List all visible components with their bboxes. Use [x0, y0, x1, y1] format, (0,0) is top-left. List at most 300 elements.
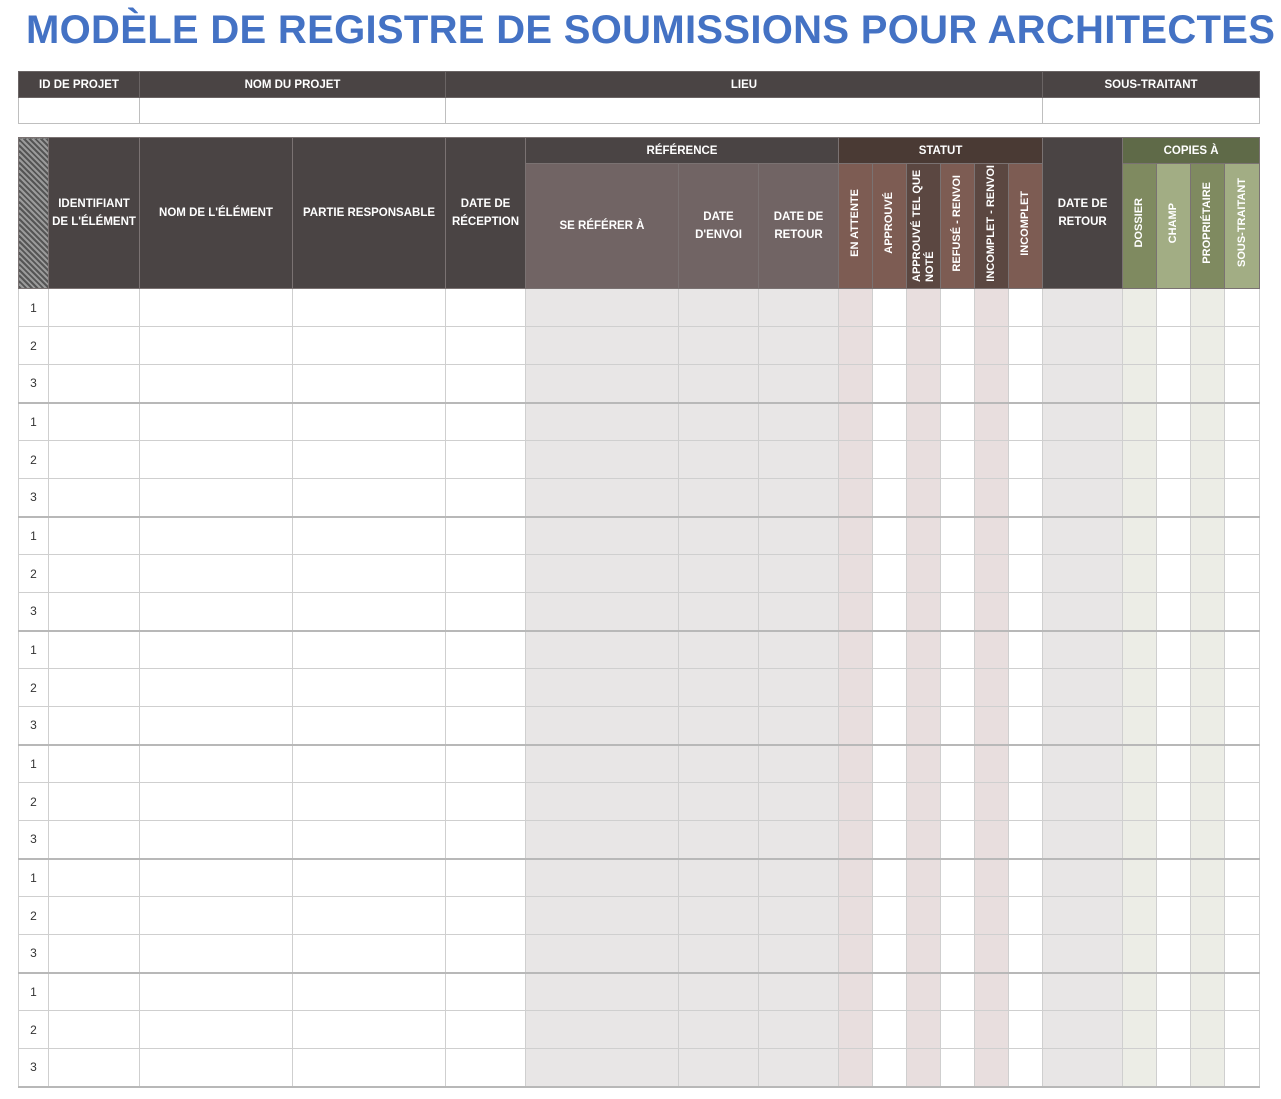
date-sent-cell[interactable] [679, 973, 759, 1011]
pending-cell[interactable] [839, 555, 873, 593]
refer-to-cell[interactable] [526, 289, 679, 327]
copies-field-cell[interactable] [1157, 783, 1191, 821]
incomplete-cell[interactable] [1009, 289, 1043, 327]
incomplete-cell[interactable] [1009, 631, 1043, 669]
refer-to-cell[interactable] [526, 441, 679, 479]
item-name-cell[interactable] [140, 669, 293, 707]
copies-field-cell[interactable] [1157, 821, 1191, 859]
pending-cell[interactable] [839, 935, 873, 973]
rejected-resubmit-cell[interactable] [941, 973, 975, 1011]
date-return-ref-cell[interactable] [759, 517, 839, 555]
copies-owner-cell[interactable] [1191, 365, 1225, 403]
date-received-cell[interactable] [446, 707, 526, 745]
item-name-cell[interactable] [140, 555, 293, 593]
responsible-cell[interactable] [293, 821, 446, 859]
date-sent-cell[interactable] [679, 365, 759, 403]
date-return-ref-cell[interactable] [759, 935, 839, 973]
item-id-cell[interactable] [49, 1049, 140, 1087]
item-name-cell[interactable] [140, 859, 293, 897]
date-return-cell[interactable] [1043, 441, 1123, 479]
copies-field-cell[interactable] [1157, 973, 1191, 1011]
rejected-resubmit-cell[interactable] [941, 479, 975, 517]
rejected-resubmit-cell[interactable] [941, 631, 975, 669]
incomplete-resubmit-cell[interactable] [975, 593, 1009, 631]
item-id-cell[interactable] [49, 669, 140, 707]
date-sent-cell[interactable] [679, 745, 759, 783]
copies-file-cell[interactable] [1123, 669, 1157, 707]
refer-to-cell[interactable] [526, 897, 679, 935]
pending-cell[interactable] [839, 289, 873, 327]
pending-cell[interactable] [839, 707, 873, 745]
item-name-cell[interactable] [140, 327, 293, 365]
date-return-cell[interactable] [1043, 707, 1123, 745]
copies-owner-cell[interactable] [1191, 631, 1225, 669]
date-return-ref-cell[interactable] [759, 783, 839, 821]
pending-cell[interactable] [839, 859, 873, 897]
approved-cell[interactable] [873, 973, 907, 1011]
approved-as-noted-cell[interactable] [907, 365, 941, 403]
date-return-ref-cell[interactable] [759, 365, 839, 403]
incomplete-cell[interactable] [1009, 441, 1043, 479]
responsible-cell[interactable] [293, 327, 446, 365]
refer-to-cell[interactable] [526, 555, 679, 593]
approved-as-noted-cell[interactable] [907, 783, 941, 821]
rejected-resubmit-cell[interactable] [941, 365, 975, 403]
pending-cell[interactable] [839, 1049, 873, 1087]
copies-subcontractor-cell[interactable] [1225, 593, 1260, 631]
copies-field-cell[interactable] [1157, 593, 1191, 631]
incomplete-cell[interactable] [1009, 555, 1043, 593]
date-received-cell[interactable] [446, 783, 526, 821]
refer-to-cell[interactable] [526, 821, 679, 859]
copies-subcontractor-cell[interactable] [1225, 555, 1260, 593]
copies-owner-cell[interactable] [1191, 783, 1225, 821]
date-sent-cell[interactable] [679, 403, 759, 441]
date-received-cell[interactable] [446, 327, 526, 365]
incomplete-cell[interactable] [1009, 897, 1043, 935]
copies-field-cell[interactable] [1157, 441, 1191, 479]
approved-as-noted-cell[interactable] [907, 669, 941, 707]
rejected-resubmit-cell[interactable] [941, 555, 975, 593]
responsible-cell[interactable] [293, 707, 446, 745]
item-name-cell[interactable] [140, 289, 293, 327]
pending-cell[interactable] [839, 1011, 873, 1049]
incomplete-cell[interactable] [1009, 1049, 1043, 1087]
approved-cell[interactable] [873, 783, 907, 821]
project-id-cell[interactable] [19, 98, 140, 124]
pending-cell[interactable] [839, 479, 873, 517]
copies-file-cell[interactable] [1123, 365, 1157, 403]
copies-subcontractor-cell[interactable] [1225, 935, 1260, 973]
rejected-resubmit-cell[interactable] [941, 897, 975, 935]
approved-cell[interactable] [873, 935, 907, 973]
copies-subcontractor-cell[interactable] [1225, 327, 1260, 365]
responsible-cell[interactable] [293, 593, 446, 631]
item-id-cell[interactable] [49, 707, 140, 745]
pending-cell[interactable] [839, 365, 873, 403]
date-return-cell[interactable] [1043, 1011, 1123, 1049]
pending-cell[interactable] [839, 327, 873, 365]
date-return-cell[interactable] [1043, 1049, 1123, 1087]
incomplete-cell[interactable] [1009, 517, 1043, 555]
item-name-cell[interactable] [140, 441, 293, 479]
approved-cell[interactable] [873, 289, 907, 327]
date-return-ref-cell[interactable] [759, 289, 839, 327]
date-sent-cell[interactable] [679, 707, 759, 745]
copies-file-cell[interactable] [1123, 479, 1157, 517]
date-return-ref-cell[interactable] [759, 707, 839, 745]
copies-subcontractor-cell[interactable] [1225, 859, 1260, 897]
date-received-cell[interactable] [446, 479, 526, 517]
copies-field-cell[interactable] [1157, 327, 1191, 365]
incomplete-resubmit-cell[interactable] [975, 1049, 1009, 1087]
pending-cell[interactable] [839, 631, 873, 669]
item-id-cell[interactable] [49, 783, 140, 821]
copies-file-cell[interactable] [1123, 517, 1157, 555]
date-return-cell[interactable] [1043, 403, 1123, 441]
project-name-cell[interactable] [140, 98, 446, 124]
copies-field-cell[interactable] [1157, 479, 1191, 517]
responsible-cell[interactable] [293, 555, 446, 593]
approved-as-noted-cell[interactable] [907, 517, 941, 555]
copies-file-cell[interactable] [1123, 593, 1157, 631]
date-return-ref-cell[interactable] [759, 631, 839, 669]
copies-file-cell[interactable] [1123, 973, 1157, 1011]
incomplete-cell[interactable] [1009, 327, 1043, 365]
date-sent-cell[interactable] [679, 859, 759, 897]
date-sent-cell[interactable] [679, 517, 759, 555]
incomplete-cell[interactable] [1009, 783, 1043, 821]
date-sent-cell[interactable] [679, 289, 759, 327]
incomplete-resubmit-cell[interactable] [975, 365, 1009, 403]
pending-cell[interactable] [839, 403, 873, 441]
item-id-cell[interactable] [49, 631, 140, 669]
rejected-resubmit-cell[interactable] [941, 859, 975, 897]
copies-field-cell[interactable] [1157, 1011, 1191, 1049]
copies-subcontractor-cell[interactable] [1225, 745, 1260, 783]
date-return-cell[interactable] [1043, 517, 1123, 555]
refer-to-cell[interactable] [526, 403, 679, 441]
incomplete-resubmit-cell[interactable] [975, 517, 1009, 555]
copies-owner-cell[interactable] [1191, 859, 1225, 897]
copies-file-cell[interactable] [1123, 935, 1157, 973]
date-sent-cell[interactable] [679, 479, 759, 517]
item-id-cell[interactable] [49, 365, 140, 403]
copies-field-cell[interactable] [1157, 1049, 1191, 1087]
approved-cell[interactable] [873, 859, 907, 897]
item-name-cell[interactable] [140, 403, 293, 441]
copies-field-cell[interactable] [1157, 365, 1191, 403]
refer-to-cell[interactable] [526, 479, 679, 517]
incomplete-resubmit-cell[interactable] [975, 289, 1009, 327]
responsible-cell[interactable] [293, 479, 446, 517]
item-id-cell[interactable] [49, 403, 140, 441]
date-return-ref-cell[interactable] [759, 593, 839, 631]
responsible-cell[interactable] [293, 403, 446, 441]
rejected-resubmit-cell[interactable] [941, 707, 975, 745]
approved-as-noted-cell[interactable] [907, 745, 941, 783]
approved-cell[interactable] [873, 555, 907, 593]
date-received-cell[interactable] [446, 555, 526, 593]
rejected-resubmit-cell[interactable] [941, 669, 975, 707]
incomplete-cell[interactable] [1009, 1011, 1043, 1049]
refer-to-cell[interactable] [526, 783, 679, 821]
date-return-cell[interactable] [1043, 365, 1123, 403]
item-name-cell[interactable] [140, 479, 293, 517]
copies-subcontractor-cell[interactable] [1225, 631, 1260, 669]
copies-field-cell[interactable] [1157, 859, 1191, 897]
approved-as-noted-cell[interactable] [907, 441, 941, 479]
approved-cell[interactable] [873, 593, 907, 631]
rejected-resubmit-cell[interactable] [941, 1011, 975, 1049]
approved-as-noted-cell[interactable] [907, 973, 941, 1011]
incomplete-cell[interactable] [1009, 707, 1043, 745]
approved-cell[interactable] [873, 707, 907, 745]
copies-owner-cell[interactable] [1191, 289, 1225, 327]
date-return-ref-cell[interactable] [759, 859, 839, 897]
rejected-resubmit-cell[interactable] [941, 783, 975, 821]
approved-as-noted-cell[interactable] [907, 555, 941, 593]
copies-subcontractor-cell[interactable] [1225, 441, 1260, 479]
date-received-cell[interactable] [446, 403, 526, 441]
date-return-ref-cell[interactable] [759, 441, 839, 479]
refer-to-cell[interactable] [526, 859, 679, 897]
copies-owner-cell[interactable] [1191, 555, 1225, 593]
date-received-cell[interactable] [446, 859, 526, 897]
copies-owner-cell[interactable] [1191, 403, 1225, 441]
copies-field-cell[interactable] [1157, 935, 1191, 973]
copies-file-cell[interactable] [1123, 707, 1157, 745]
copies-subcontractor-cell[interactable] [1225, 669, 1260, 707]
rejected-resubmit-cell[interactable] [941, 403, 975, 441]
approved-cell[interactable] [873, 441, 907, 479]
item-id-cell[interactable] [49, 441, 140, 479]
rejected-resubmit-cell[interactable] [941, 935, 975, 973]
responsible-cell[interactable] [293, 973, 446, 1011]
location-cell[interactable] [446, 98, 1043, 124]
incomplete-cell[interactable] [1009, 403, 1043, 441]
date-return-cell[interactable] [1043, 289, 1123, 327]
item-id-cell[interactable] [49, 745, 140, 783]
incomplete-resubmit-cell[interactable] [975, 745, 1009, 783]
responsible-cell[interactable] [293, 859, 446, 897]
date-received-cell[interactable] [446, 821, 526, 859]
approved-cell[interactable] [873, 631, 907, 669]
copies-owner-cell[interactable] [1191, 707, 1225, 745]
date-sent-cell[interactable] [679, 669, 759, 707]
item-id-cell[interactable] [49, 897, 140, 935]
copies-file-cell[interactable] [1123, 821, 1157, 859]
date-received-cell[interactable] [446, 289, 526, 327]
refer-to-cell[interactable] [526, 707, 679, 745]
responsible-cell[interactable] [293, 517, 446, 555]
pending-cell[interactable] [839, 669, 873, 707]
copies-owner-cell[interactable] [1191, 517, 1225, 555]
responsible-cell[interactable] [293, 441, 446, 479]
copies-field-cell[interactable] [1157, 631, 1191, 669]
copies-subcontractor-cell[interactable] [1225, 1011, 1260, 1049]
item-id-cell[interactable] [49, 327, 140, 365]
copies-subcontractor-cell[interactable] [1225, 289, 1260, 327]
date-received-cell[interactable] [446, 897, 526, 935]
date-received-cell[interactable] [446, 365, 526, 403]
copies-subcontractor-cell[interactable] [1225, 1049, 1260, 1087]
incomplete-resubmit-cell[interactable] [975, 859, 1009, 897]
incomplete-resubmit-cell[interactable] [975, 973, 1009, 1011]
copies-subcontractor-cell[interactable] [1225, 973, 1260, 1011]
incomplete-cell[interactable] [1009, 365, 1043, 403]
copies-subcontractor-cell[interactable] [1225, 707, 1260, 745]
date-return-cell[interactable] [1043, 973, 1123, 1011]
date-return-cell[interactable] [1043, 821, 1123, 859]
pending-cell[interactable] [839, 897, 873, 935]
date-received-cell[interactable] [446, 1049, 526, 1087]
pending-cell[interactable] [839, 973, 873, 1011]
approved-as-noted-cell[interactable] [907, 897, 941, 935]
date-return-cell[interactable] [1043, 555, 1123, 593]
date-received-cell[interactable] [446, 517, 526, 555]
date-return-ref-cell[interactable] [759, 1049, 839, 1087]
rejected-resubmit-cell[interactable] [941, 1049, 975, 1087]
approved-cell[interactable] [873, 365, 907, 403]
copies-field-cell[interactable] [1157, 707, 1191, 745]
item-id-cell[interactable] [49, 593, 140, 631]
date-sent-cell[interactable] [679, 327, 759, 365]
responsible-cell[interactable] [293, 1011, 446, 1049]
date-sent-cell[interactable] [679, 821, 759, 859]
incomplete-resubmit-cell[interactable] [975, 403, 1009, 441]
refer-to-cell[interactable] [526, 517, 679, 555]
copies-field-cell[interactable] [1157, 897, 1191, 935]
copies-owner-cell[interactable] [1191, 327, 1225, 365]
item-name-cell[interactable] [140, 631, 293, 669]
rejected-resubmit-cell[interactable] [941, 327, 975, 365]
copies-owner-cell[interactable] [1191, 1049, 1225, 1087]
responsible-cell[interactable] [293, 365, 446, 403]
date-received-cell[interactable] [446, 973, 526, 1011]
copies-field-cell[interactable] [1157, 555, 1191, 593]
date-sent-cell[interactable] [679, 593, 759, 631]
item-id-cell[interactable] [49, 821, 140, 859]
copies-owner-cell[interactable] [1191, 441, 1225, 479]
incomplete-resubmit-cell[interactable] [975, 783, 1009, 821]
approved-cell[interactable] [873, 1049, 907, 1087]
copies-field-cell[interactable] [1157, 745, 1191, 783]
approved-cell[interactable] [873, 745, 907, 783]
item-name-cell[interactable] [140, 707, 293, 745]
rejected-resubmit-cell[interactable] [941, 821, 975, 859]
date-return-cell[interactable] [1043, 327, 1123, 365]
approved-cell[interactable] [873, 403, 907, 441]
copies-owner-cell[interactable] [1191, 669, 1225, 707]
incomplete-cell[interactable] [1009, 745, 1043, 783]
copies-file-cell[interactable] [1123, 859, 1157, 897]
approved-as-noted-cell[interactable] [907, 935, 941, 973]
incomplete-resubmit-cell[interactable] [975, 631, 1009, 669]
date-received-cell[interactable] [446, 631, 526, 669]
date-return-ref-cell[interactable] [759, 403, 839, 441]
rejected-resubmit-cell[interactable] [941, 745, 975, 783]
rejected-resubmit-cell[interactable] [941, 593, 975, 631]
refer-to-cell[interactable] [526, 973, 679, 1011]
copies-file-cell[interactable] [1123, 441, 1157, 479]
date-return-ref-cell[interactable] [759, 479, 839, 517]
date-return-ref-cell[interactable] [759, 669, 839, 707]
date-received-cell[interactable] [446, 935, 526, 973]
incomplete-resubmit-cell[interactable] [975, 897, 1009, 935]
item-name-cell[interactable] [140, 783, 293, 821]
date-return-cell[interactable] [1043, 745, 1123, 783]
incomplete-resubmit-cell[interactable] [975, 707, 1009, 745]
copies-file-cell[interactable] [1123, 897, 1157, 935]
item-name-cell[interactable] [140, 935, 293, 973]
refer-to-cell[interactable] [526, 365, 679, 403]
approved-as-noted-cell[interactable] [907, 327, 941, 365]
item-name-cell[interactable] [140, 365, 293, 403]
item-id-cell[interactable] [49, 1011, 140, 1049]
approved-as-noted-cell[interactable] [907, 631, 941, 669]
copies-owner-cell[interactable] [1191, 1011, 1225, 1049]
refer-to-cell[interactable] [526, 631, 679, 669]
item-name-cell[interactable] [140, 745, 293, 783]
date-received-cell[interactable] [446, 1011, 526, 1049]
copies-owner-cell[interactable] [1191, 897, 1225, 935]
incomplete-cell[interactable] [1009, 669, 1043, 707]
copies-file-cell[interactable] [1123, 1049, 1157, 1087]
item-id-cell[interactable] [49, 859, 140, 897]
incomplete-cell[interactable] [1009, 479, 1043, 517]
copies-subcontractor-cell[interactable] [1225, 897, 1260, 935]
copies-file-cell[interactable] [1123, 327, 1157, 365]
copies-subcontractor-cell[interactable] [1225, 479, 1260, 517]
responsible-cell[interactable] [293, 289, 446, 327]
subcontractor-cell[interactable] [1043, 98, 1260, 124]
approved-as-noted-cell[interactable] [907, 289, 941, 327]
date-sent-cell[interactable] [679, 441, 759, 479]
incomplete-resubmit-cell[interactable] [975, 935, 1009, 973]
responsible-cell[interactable] [293, 669, 446, 707]
approved-cell[interactable] [873, 517, 907, 555]
date-return-cell[interactable] [1043, 897, 1123, 935]
date-return-ref-cell[interactable] [759, 555, 839, 593]
responsible-cell[interactable] [293, 897, 446, 935]
approved-as-noted-cell[interactable] [907, 821, 941, 859]
approved-as-noted-cell[interactable] [907, 403, 941, 441]
date-received-cell[interactable] [446, 593, 526, 631]
incomplete-resubmit-cell[interactable] [975, 555, 1009, 593]
date-sent-cell[interactable] [679, 1011, 759, 1049]
approved-as-noted-cell[interactable] [907, 707, 941, 745]
pending-cell[interactable] [839, 517, 873, 555]
copies-field-cell[interactable] [1157, 403, 1191, 441]
copies-file-cell[interactable] [1123, 555, 1157, 593]
date-return-ref-cell[interactable] [759, 1011, 839, 1049]
responsible-cell[interactable] [293, 745, 446, 783]
pending-cell[interactable] [839, 593, 873, 631]
copies-subcontractor-cell[interactable] [1225, 403, 1260, 441]
date-return-cell[interactable] [1043, 593, 1123, 631]
incomplete-cell[interactable] [1009, 935, 1043, 973]
copies-file-cell[interactable] [1123, 289, 1157, 327]
date-return-ref-cell[interactable] [759, 821, 839, 859]
item-id-cell[interactable] [49, 935, 140, 973]
pending-cell[interactable] [839, 783, 873, 821]
date-sent-cell[interactable] [679, 935, 759, 973]
item-id-cell[interactable] [49, 479, 140, 517]
copies-subcontractor-cell[interactable] [1225, 365, 1260, 403]
date-return-cell[interactable] [1043, 479, 1123, 517]
incomplete-cell[interactable] [1009, 973, 1043, 1011]
